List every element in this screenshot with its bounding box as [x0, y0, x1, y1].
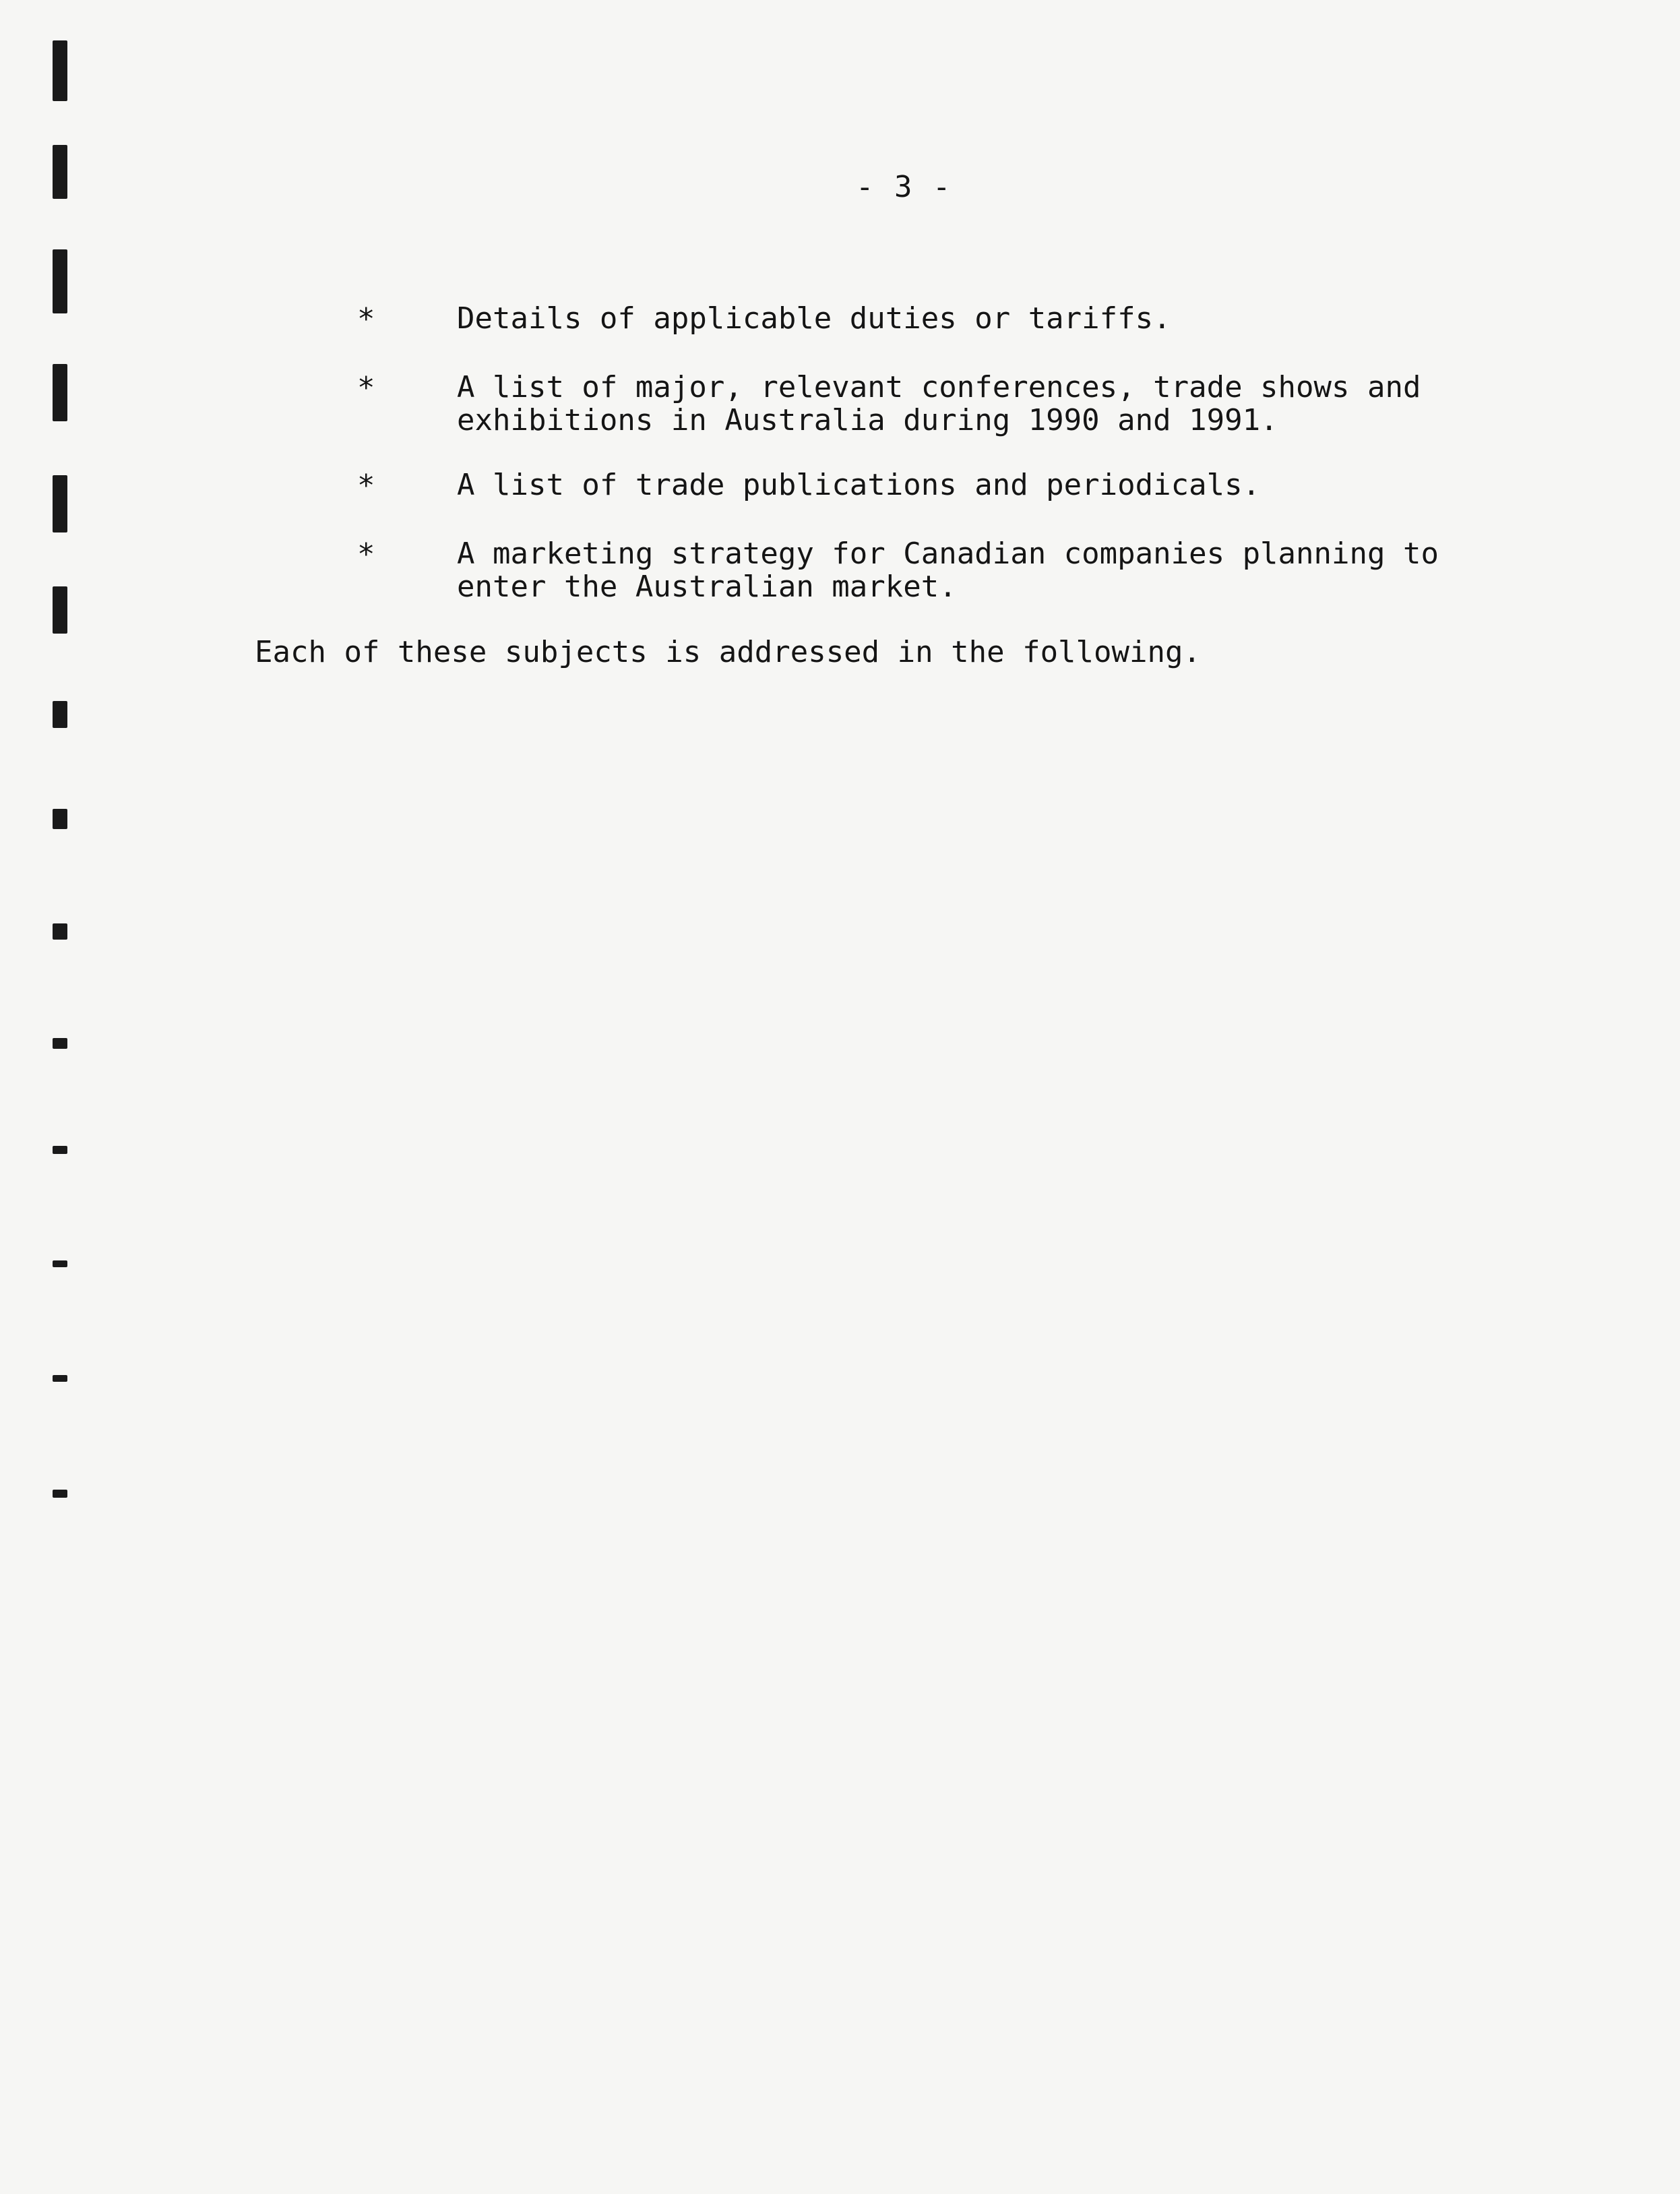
- list-item: Details of applicable duties or tariffs.: [457, 301, 1171, 336]
- list-item: A list of major, relevant conferences, trade shows and exhibitions in Australia during 1990 and 1991.: [457, 370, 1421, 437]
- summary-sentence: Each of these subjects is addressed in the following.: [255, 635, 1201, 669]
- list-item: A list of trade publications and periodicals.: [457, 468, 1261, 502]
- bullet-marker: *: [357, 302, 375, 336]
- list-item: A marketing strategy for Canadian companies planning to enter the Australian market.: [457, 537, 1439, 604]
- page-number: - 3 -: [856, 170, 952, 204]
- bullet-marker: *: [357, 537, 375, 572]
- bullet-marker: *: [357, 371, 375, 405]
- bullet-marker: *: [357, 468, 375, 503]
